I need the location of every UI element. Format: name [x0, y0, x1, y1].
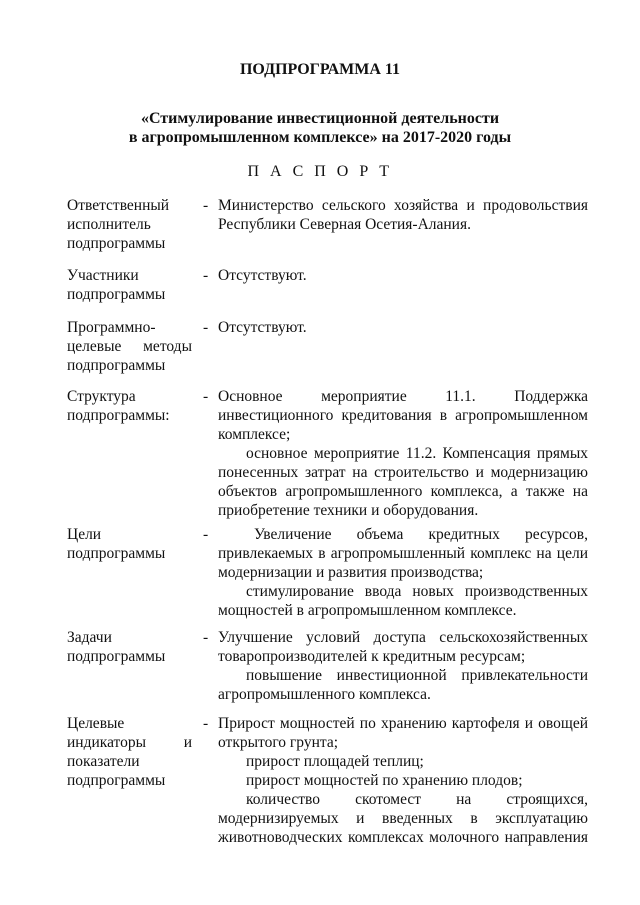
- value-line: количество скотомест на строящихся,: [246, 791, 588, 808]
- value-line: объектов агропромышленного комплекса, а также на: [218, 483, 588, 500]
- label-line: Задачи: [67, 629, 112, 646]
- section-value: [218, 714, 588, 847]
- value-line: повышение инвестиционной привлекательности: [246, 667, 588, 684]
- label-line: подпрограммы: [67, 357, 166, 374]
- separator-dash: -: [203, 388, 209, 405]
- value-line: Увеличение объема кредитных ресурсов,: [254, 526, 588, 543]
- value-line: модернизации и развития производства;: [218, 564, 484, 581]
- passport-heading: П А С П О Р Т: [247, 163, 393, 180]
- value-line: животноводческих комплексах молочного направления: [218, 829, 588, 846]
- section-label: [67, 196, 192, 253]
- section-label: [67, 318, 192, 375]
- label-line: подпрограммы: [67, 772, 166, 789]
- label-line: подпрограммы:: [67, 407, 170, 424]
- value-line: Отсутствуют.: [218, 267, 307, 284]
- page-title: ПОДПРОГРАММА 11: [239, 61, 400, 78]
- value-line: понесенных затрат на строительство и модернизацию: [218, 464, 588, 481]
- separator-dash: -: [203, 629, 209, 646]
- value-line: приобретение техники и оборудования.: [218, 502, 479, 519]
- label-line: Структура: [67, 388, 136, 405]
- label-line: Цели: [67, 526, 102, 543]
- subtitle-line: «Стимулирование инвестиционной деятельности: [140, 110, 500, 127]
- value-line: прирост мощностей по хранению плодов;: [246, 772, 523, 789]
- value-line: привлекаемых в агропромышленный комплекс на цели: [218, 545, 588, 562]
- separator-dash: -: [203, 267, 209, 284]
- value-line: Министерство сельского хозяйства и продовольствия: [218, 197, 588, 214]
- value-line: основное мероприятие 11.2. Компенсация прямых: [246, 445, 588, 462]
- value-line: инвестиционного кредитования в агропромышленном: [218, 407, 588, 424]
- section-value: [218, 318, 588, 337]
- label-line: подпрограммы: [67, 648, 166, 665]
- section-label: [67, 714, 192, 790]
- value-line: Республики Северная Осетия-Алания.: [218, 216, 471, 233]
- section-label: [67, 266, 192, 304]
- subprogram-subtitle: [0, 109, 640, 147]
- value-line: прирост площадей теплиц;: [246, 753, 424, 770]
- label-line: Участники: [67, 267, 139, 284]
- value-line: открытого грунта;: [218, 734, 339, 751]
- label-line: подпрограммы: [67, 286, 166, 303]
- value-line: агропромышленного комплекса.: [218, 686, 431, 703]
- section-value: [218, 387, 588, 520]
- section-value: [218, 525, 588, 620]
- label-line: Целевые: [67, 715, 125, 732]
- value-line: Прирост мощностей по хранению картофеля и овощей: [218, 715, 588, 732]
- separator-dash: -: [203, 715, 209, 732]
- section-label: [67, 525, 192, 563]
- label-line: целевые методы: [67, 338, 192, 355]
- section-value: [218, 196, 588, 234]
- value-line: товаропроизводителей к кредитным ресурсам;: [218, 648, 526, 665]
- subtitle-line: в агропромышленном комплексе» на 2017-2020 годы: [128, 129, 512, 146]
- separator-dash: -: [203, 197, 209, 214]
- value-line: мощностей в агропромышленном комплексе.: [218, 602, 517, 619]
- value-line: Отсутствуют.: [218, 319, 307, 336]
- value-line: Улучшение условий доступа сельскохозяйственных: [218, 629, 588, 646]
- separator-dash: -: [203, 319, 209, 336]
- section-label: [67, 628, 192, 666]
- value-line: комплексе;: [218, 426, 291, 443]
- label-line: подпрограммы: [67, 545, 166, 562]
- section-value: [218, 266, 588, 285]
- section-value: [218, 628, 588, 704]
- value-line: Основное мероприятие 11.1. Поддержка: [218, 388, 588, 405]
- label-line: индикаторы и: [67, 734, 192, 751]
- value-line: стимулирование ввода новых производственных: [246, 583, 588, 600]
- value-line: модернизируемых и введенных в эксплуатацию: [218, 810, 588, 827]
- label-line: Программно-: [67, 319, 156, 336]
- label-line: показатели: [67, 753, 140, 770]
- label-line: Ответственный: [67, 197, 170, 214]
- section-label: [67, 387, 192, 425]
- label-line: подпрограммы: [67, 235, 166, 252]
- label-line: исполнитель: [67, 216, 151, 233]
- separator-dash: -: [203, 526, 209, 543]
